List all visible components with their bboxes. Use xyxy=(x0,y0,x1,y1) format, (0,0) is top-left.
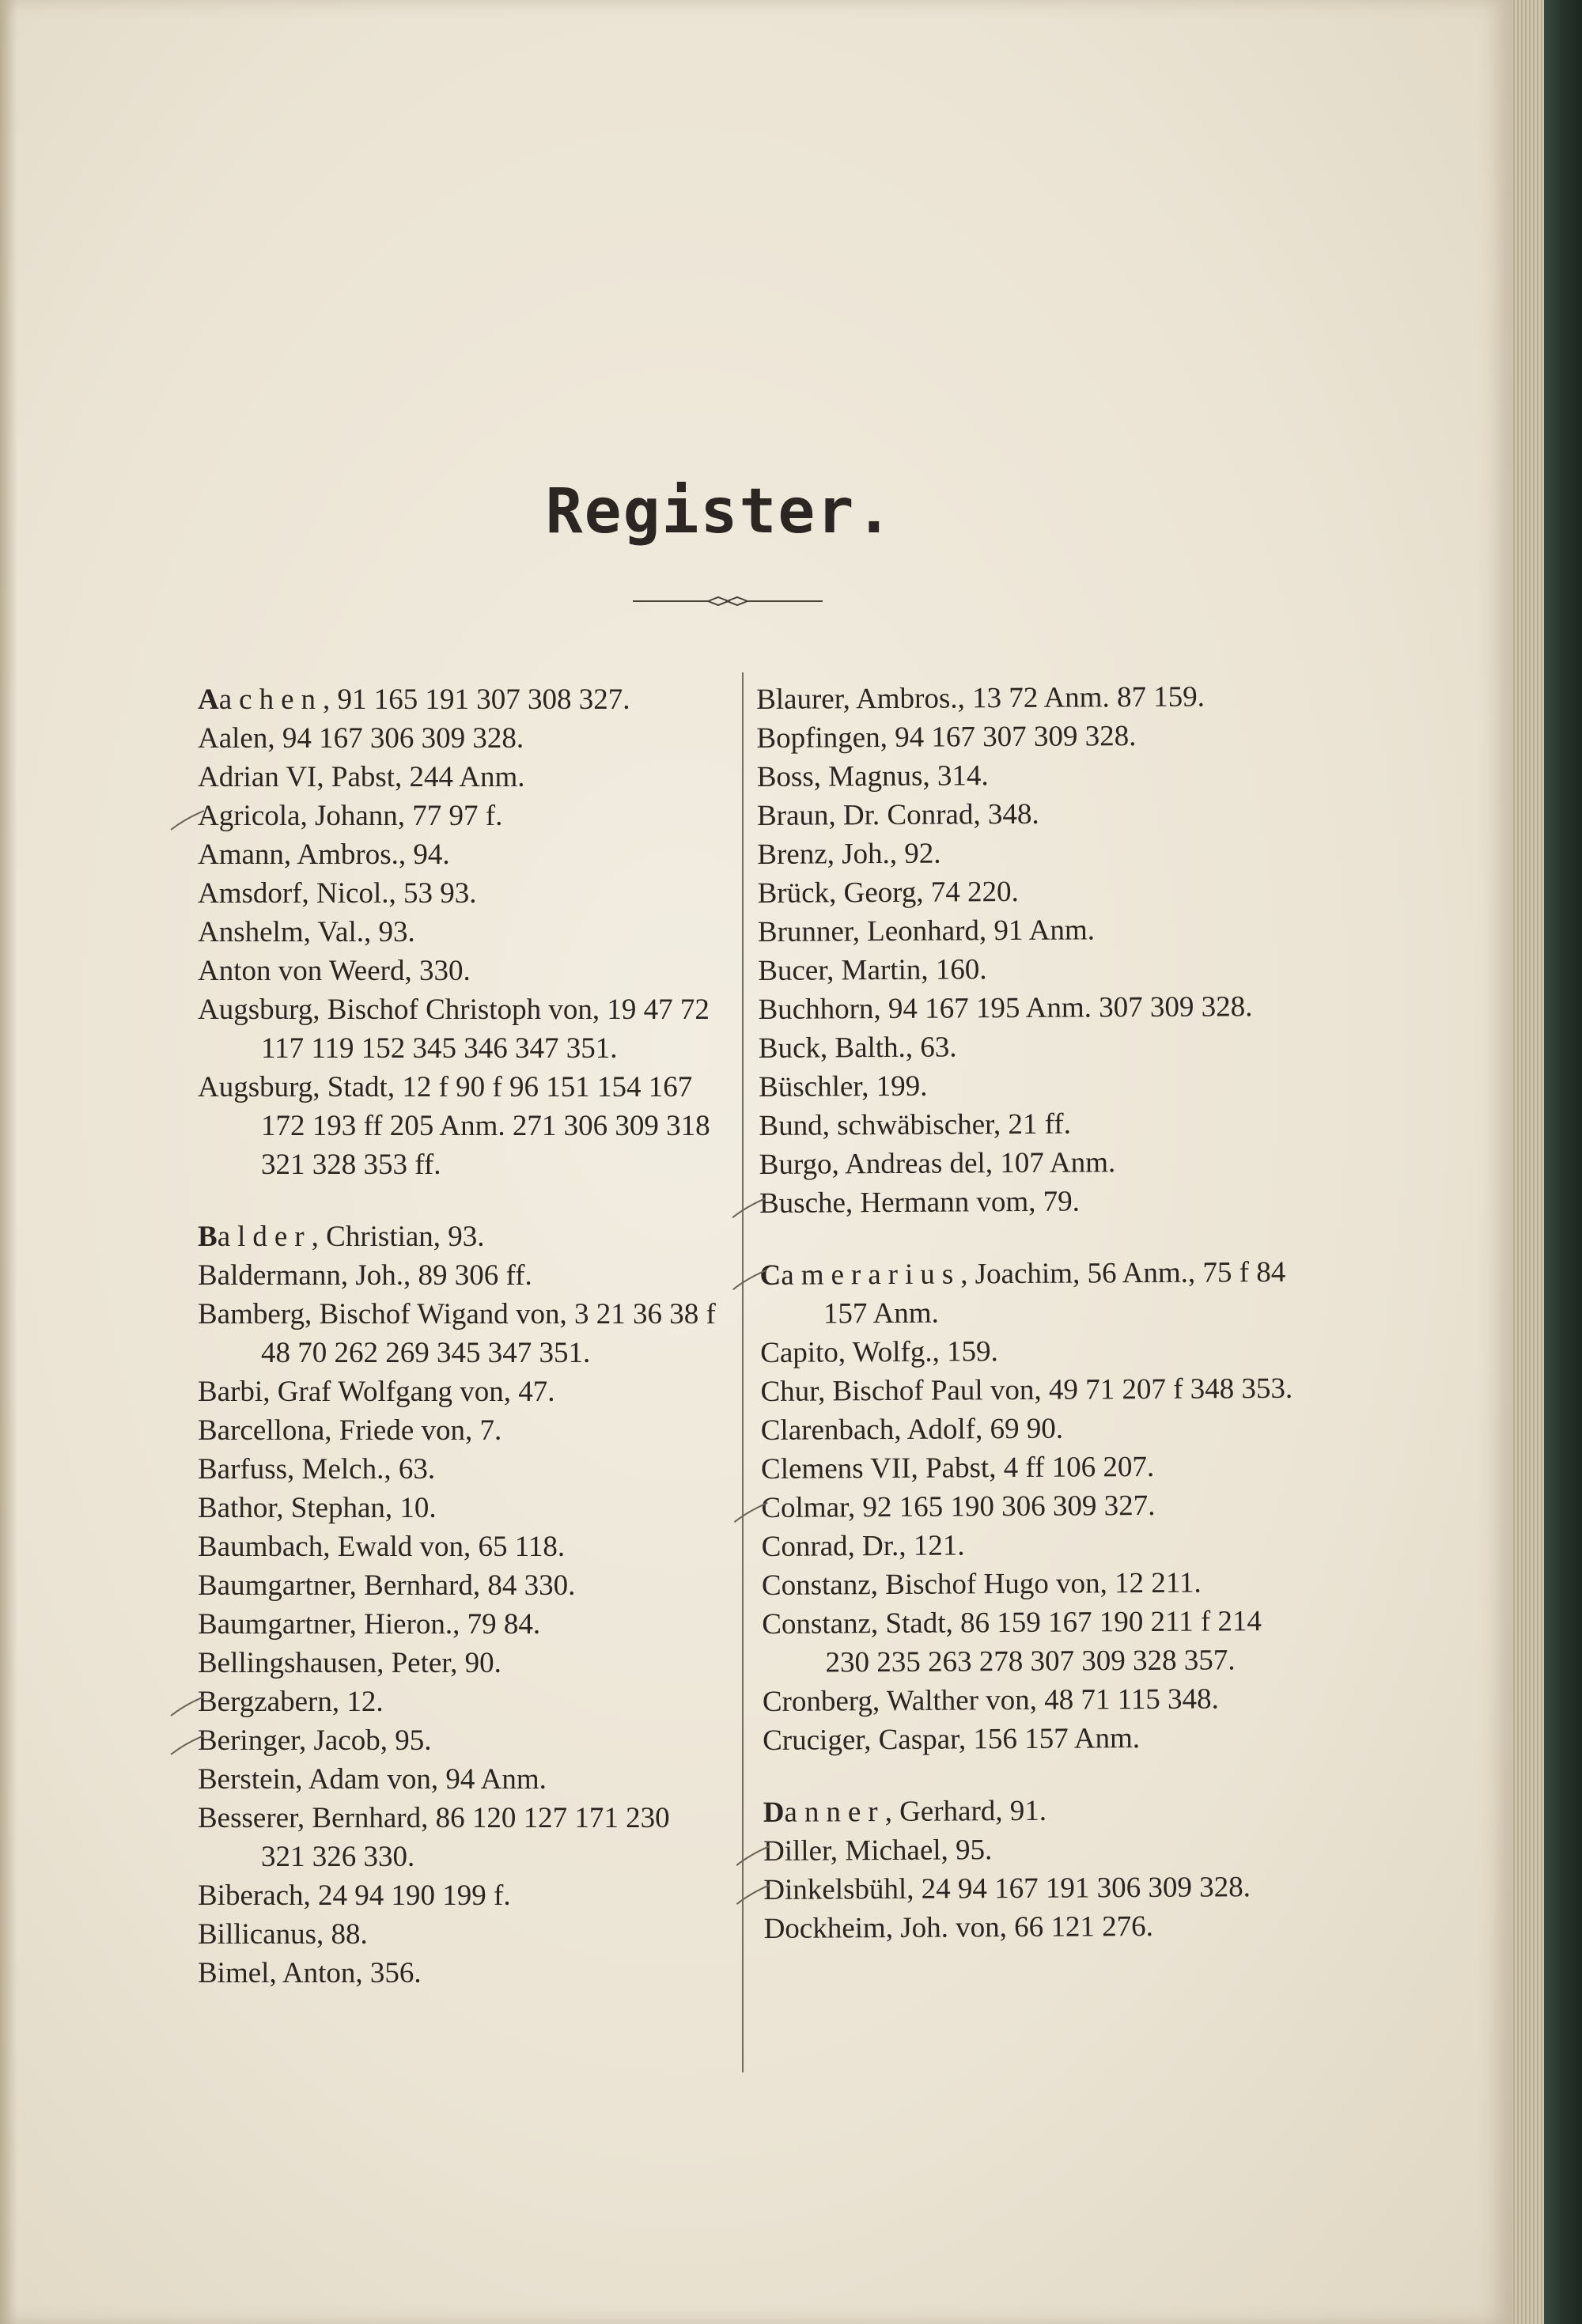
index-entry xyxy=(763,1906,1301,1948)
entry-initial: B xyxy=(198,1221,218,1253)
entry-keyword: achen xyxy=(218,683,324,716)
index-entry xyxy=(198,1411,720,1450)
entry-text: Anshelm, Val., 93. xyxy=(198,916,415,948)
index-entry xyxy=(198,913,720,952)
entry-text: Bucer, Martin, 160. xyxy=(758,953,987,987)
index-entry xyxy=(198,1372,720,1411)
index-entry xyxy=(759,1026,1296,1068)
index-entry xyxy=(757,871,1295,913)
index-entry xyxy=(759,1181,1297,1223)
index-entry xyxy=(198,1295,720,1372)
index-entry xyxy=(198,874,720,913)
index-entry xyxy=(198,1644,720,1682)
entry-text: Agricola, Johann, 77 97 f. xyxy=(198,800,503,832)
entry-text: Buchhorn, 94 167 195 Anm. 307 309 328. xyxy=(758,990,1253,1026)
entry-text: Chur, Bischof Paul von, 49 71 207 f 348 353. xyxy=(760,1372,1293,1408)
entry-text: Baumbach, Ewald von, 65 118. xyxy=(198,1531,566,1563)
entry-text: Amann, Ambros., 94. xyxy=(198,838,450,871)
entry-text: Biberach, 24 94 190 199 f. xyxy=(198,1879,511,1912)
entry-text: Bathor, Stephan, 10. xyxy=(198,1492,437,1524)
gutter-shadow xyxy=(0,0,17,2324)
entry-text: , Joachim, 56 Anm., 75 f 84 157 Anm. xyxy=(823,1255,1286,1330)
entry-text: Bimel, Anton, 356. xyxy=(198,1957,422,1989)
entry-keyword: alder xyxy=(217,1221,312,1253)
entry-text: , Christian, 93. xyxy=(311,1221,485,1253)
entry-text: Bergzabern, 12. xyxy=(198,1686,384,1718)
index-entry xyxy=(761,1447,1299,1489)
entry-text: Aalen, 94 167 306 309 328. xyxy=(198,722,524,755)
index-entry xyxy=(198,797,720,835)
book-cover-edge xyxy=(1542,0,1582,2324)
entry-text: Beringer, Jacob, 95. xyxy=(198,1724,432,1757)
entry-text: Colmar, 92 165 190 306 309 327. xyxy=(761,1489,1156,1524)
entry-text: , 91 165 191 307 308 327. xyxy=(323,683,630,716)
index-entry xyxy=(198,680,720,719)
index-entry xyxy=(198,952,720,990)
entry-text: Brenz, Joh., 92. xyxy=(757,837,941,871)
index-entry xyxy=(762,1602,1300,1682)
index-entry xyxy=(198,1876,720,1915)
entry-text: Bopfingen, 94 167 307 309 328. xyxy=(756,720,1137,755)
entry-text: Constanz, Bischof Hugo von, 12 211. xyxy=(761,1566,1202,1602)
index-entry xyxy=(198,719,720,758)
index-entry xyxy=(762,1524,1300,1566)
index-entry xyxy=(763,1718,1300,1760)
entry-text: Baumgartner, Bernhard, 84 330. xyxy=(198,1569,576,1602)
index-entry xyxy=(198,1915,720,1954)
entry-text: Amsdorf, Nicol., 53 93. xyxy=(198,877,477,910)
entry-initial: A xyxy=(198,683,219,716)
index-column-right xyxy=(756,677,1302,1948)
index-entry xyxy=(198,1954,720,1993)
index-entry xyxy=(758,987,1296,1029)
index-entry xyxy=(198,1605,720,1644)
index-entry xyxy=(198,1799,720,1876)
entry-text: Billicanus, 88. xyxy=(198,1918,368,1951)
entry-text: Blaurer, Ambros., 13 72 Anm. 87 159. xyxy=(756,680,1205,716)
entry-text: Büschler, 199. xyxy=(759,1069,928,1103)
index-entry xyxy=(198,1760,720,1799)
index-column-left xyxy=(198,680,720,1993)
entry-text: Cruciger, Caspar, 156 157 Anm. xyxy=(763,1722,1141,1757)
index-entry xyxy=(760,1369,1298,1411)
index-entry xyxy=(762,1563,1300,1605)
index-entry xyxy=(763,1790,1301,1832)
index-entry xyxy=(198,1527,720,1566)
index-entry xyxy=(763,1679,1300,1721)
index-entry xyxy=(763,1829,1301,1871)
index-entry xyxy=(763,1868,1301,1910)
entry-text: Bamberg, Bischof Wigand von, 3 21 36 38 f 48 70 262 269 345 347 351. xyxy=(198,1298,716,1369)
entry-text: Besserer, Bernhard, 86 120 127 171 230 321 326 330. xyxy=(198,1802,670,1873)
entry-text: Boss, Magnus, 314. xyxy=(756,759,989,793)
entry-text: Busche, Hermann vom, 79. xyxy=(759,1185,1081,1220)
index-entry xyxy=(756,677,1294,719)
index-entry xyxy=(761,1408,1299,1450)
index-entry xyxy=(198,1566,720,1605)
index-entry xyxy=(198,1721,720,1760)
entry-text: Constanz, Stadt, 86 159 167 190 211 f 214 230 235 263 278 307 309 328 357. xyxy=(762,1605,1262,1679)
index-entry xyxy=(759,1253,1298,1334)
index-entry xyxy=(760,1330,1298,1372)
index-entry xyxy=(198,1682,720,1721)
entry-text: Augsburg, Bischof Christoph von, 19 47 72 117 119 152 345 346 347 351. xyxy=(198,994,710,1065)
title-ornament xyxy=(633,595,823,607)
entry-text: Brunner, Leonhard, 91 Anm. xyxy=(757,914,1096,948)
pencil-check-mark-icon xyxy=(169,1694,206,1717)
pencil-check-mark-icon xyxy=(169,808,206,831)
entry-text: Diller, Michael, 95. xyxy=(763,1834,993,1868)
entry-text: Augsburg, Stadt, 12 f 90 f 96 151 154 167 172 193 ff 205 Anm. 271 306 309 318 321 328 353 ff. xyxy=(198,1071,710,1181)
entry-keyword: amerarius xyxy=(781,1258,961,1292)
index-entry xyxy=(198,758,720,797)
entry-text: Adrian VI, Pabst, 244 Anm. xyxy=(198,761,525,793)
index-entry xyxy=(198,1256,720,1295)
entry-text: Barbi, Graf Wolfgang von, 47. xyxy=(198,1376,555,1408)
entry-text: Barcellona, Friede von, 7. xyxy=(198,1414,502,1447)
entry-keyword: anner xyxy=(784,1796,885,1829)
entry-text: Bund, schwäbischer, 21 ff. xyxy=(759,1107,1072,1142)
entry-text: , Gerhard, 91. xyxy=(884,1794,1047,1829)
entry-text: Braun, Dr. Conrad, 348. xyxy=(756,797,1039,832)
pencil-check-mark-icon xyxy=(169,1732,206,1756)
entry-initial: D xyxy=(763,1796,785,1829)
index-entry xyxy=(198,990,720,1068)
index-entry xyxy=(758,910,1296,952)
index-entry xyxy=(198,1217,720,1256)
entry-text: Conrad, Dr., 121. xyxy=(761,1529,965,1563)
index-entry xyxy=(761,1486,1299,1527)
index-entry xyxy=(759,1142,1297,1184)
pencil-check-mark-icon xyxy=(732,1267,768,1291)
entry-text: Bellingshausen, Peter, 90. xyxy=(198,1647,501,1679)
index-entry xyxy=(757,755,1295,797)
entry-text: Capito, Wolfg., 159. xyxy=(760,1335,998,1369)
index-entry xyxy=(198,1450,720,1489)
entry-text: Dinkelsbühl, 24 94 167 191 306 309 328. xyxy=(763,1871,1251,1906)
entry-text: Baumgartner, Hieron., 79 84. xyxy=(198,1608,541,1641)
pencil-check-mark-icon xyxy=(731,1195,767,1219)
index-entry xyxy=(757,832,1295,874)
entry-text: Baldermann, Joh., 89 306 ff. xyxy=(198,1259,532,1292)
index-entry xyxy=(198,1489,720,1527)
entry-text: Berstein, Adam von, 94 Anm. xyxy=(198,1763,547,1796)
pencil-check-mark-icon xyxy=(732,1500,769,1523)
entry-initial: C xyxy=(759,1259,782,1292)
index-entry xyxy=(756,716,1294,758)
entry-text: Clemens VII, Pabst, 4 ff 106 207. xyxy=(760,1450,1155,1486)
entry-text: Dockheim, Joh. von, 66 121 276. xyxy=(763,1910,1154,1945)
index-entry xyxy=(198,1068,720,1184)
index-entry xyxy=(759,1103,1296,1145)
entry-text: Clarenbach, Adolf, 69 90. xyxy=(760,1412,1064,1447)
entry-text: Burgo, Andreas del, 107 Anm. xyxy=(759,1146,1116,1181)
entry-text: Anton von Weerd, 330. xyxy=(198,955,471,987)
entry-text: Brück, Georg, 74 220. xyxy=(757,875,1019,910)
entry-text: Barfuss, Melch., 63. xyxy=(198,1453,436,1486)
index-entry xyxy=(758,948,1296,990)
index-entry xyxy=(757,793,1295,835)
page-title: Register. xyxy=(545,476,895,547)
entry-text: Buck, Balth., 63. xyxy=(758,1031,957,1065)
pencil-check-mark-icon xyxy=(735,1843,771,1867)
pencil-check-mark-icon xyxy=(735,1882,771,1906)
entry-text: Cronberg, Walther von, 48 71 115 348. xyxy=(762,1682,1219,1718)
index-entry xyxy=(759,1065,1296,1107)
index-entry xyxy=(198,835,720,874)
